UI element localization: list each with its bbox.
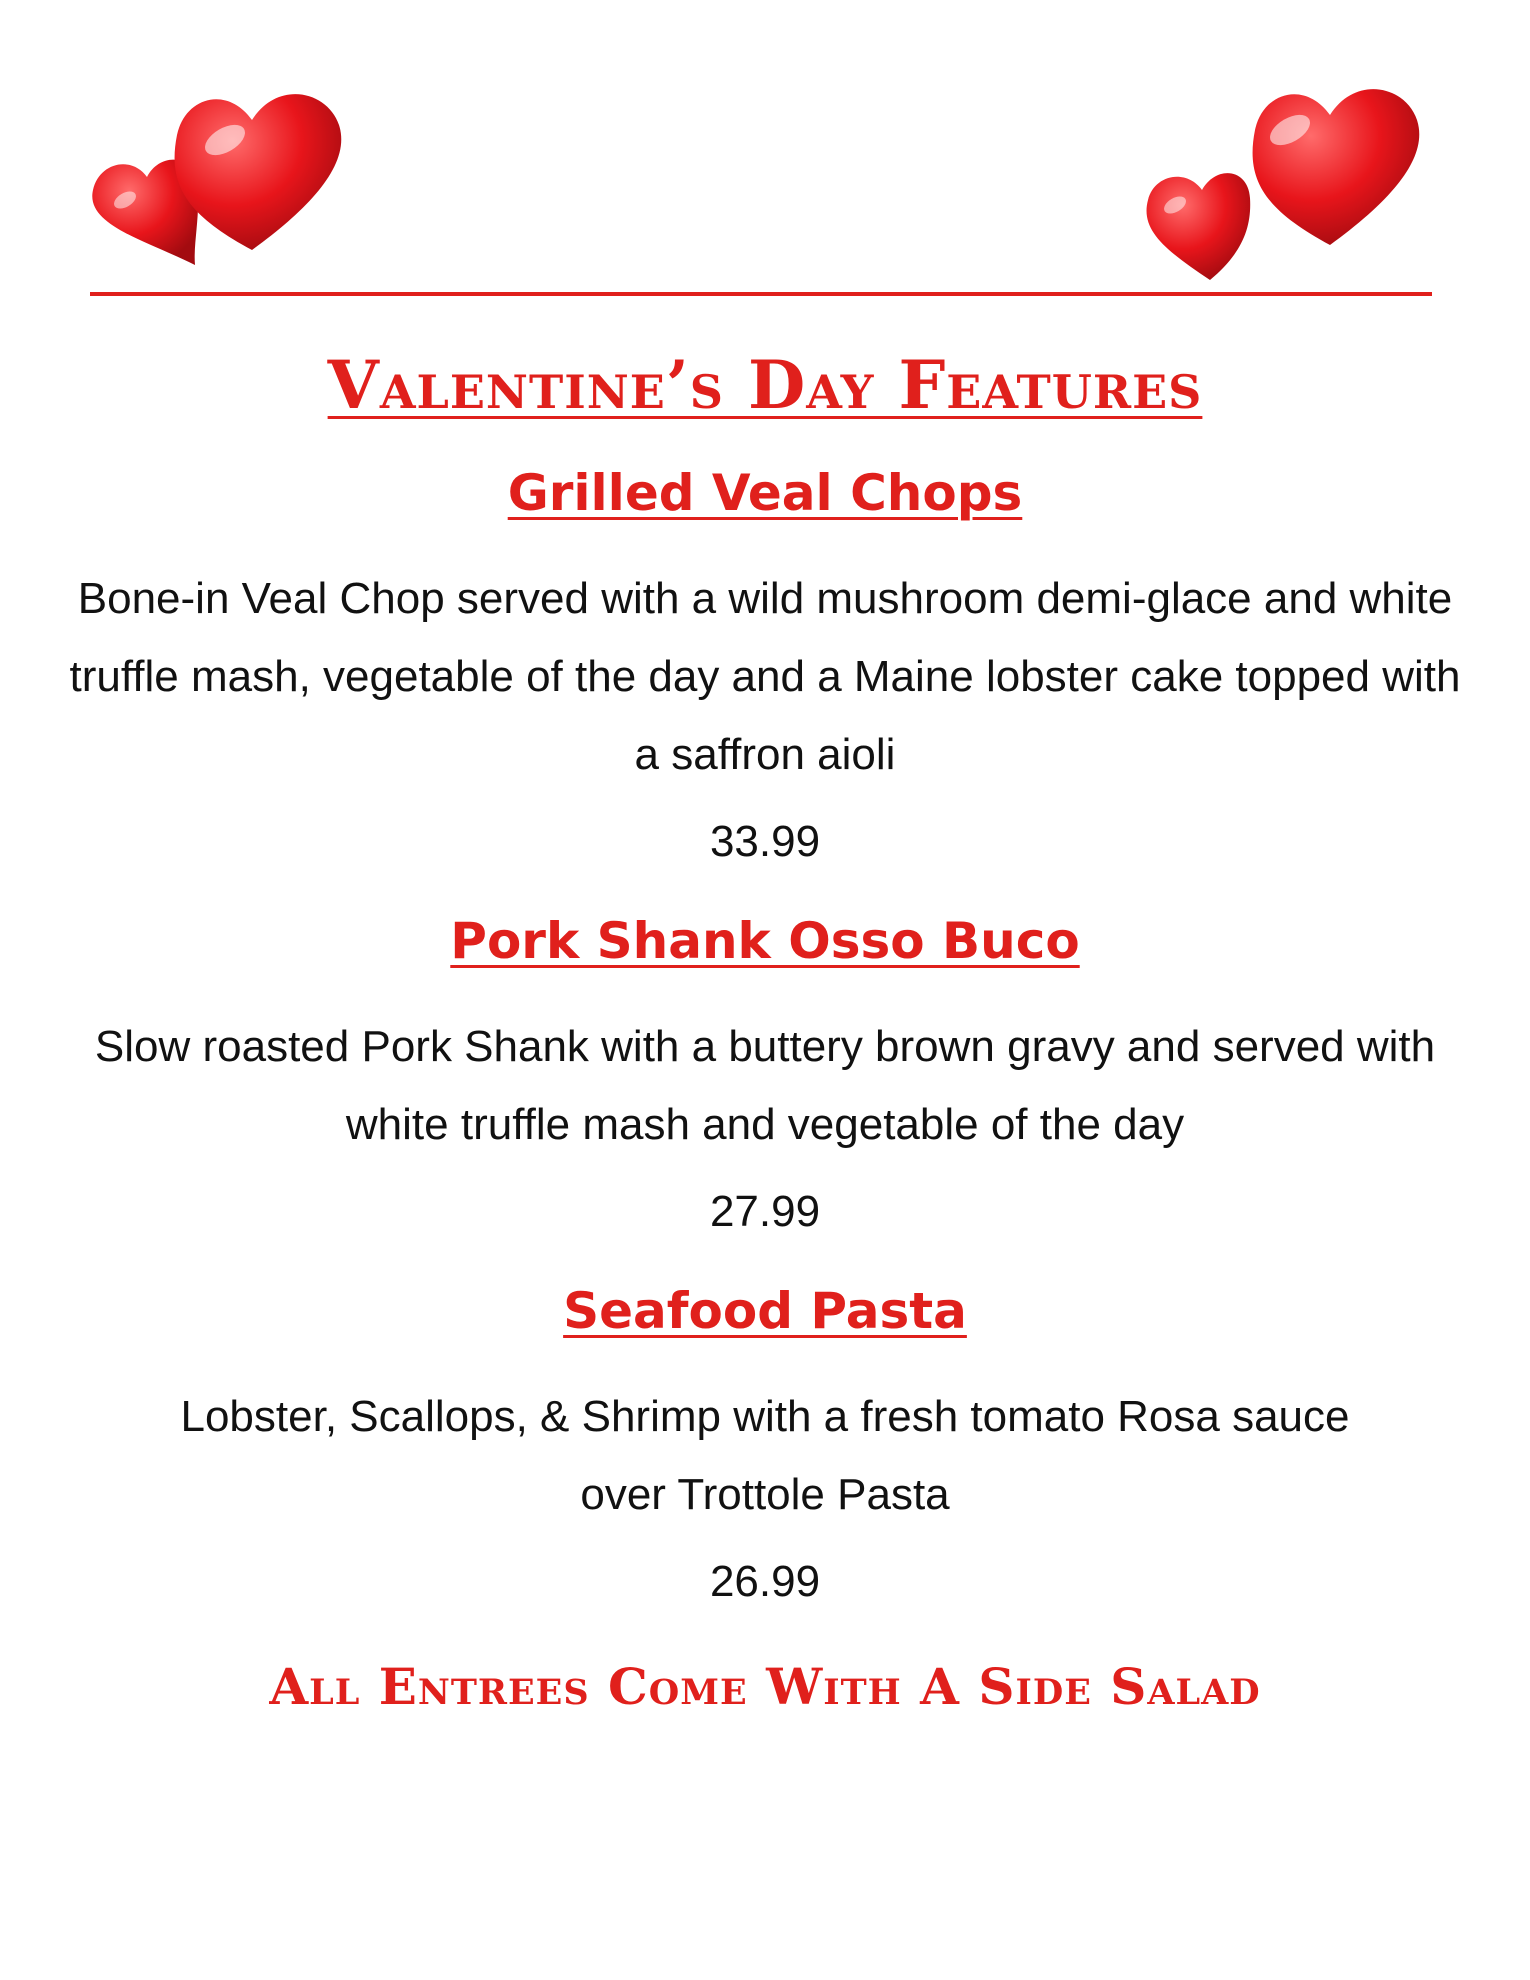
dish-title: Pork Shank Osso Buco <box>450 912 1080 970</box>
dish-title: Grilled Veal Chops <box>507 464 1023 522</box>
dish-description: Slow roasted Pork Shank with a buttery brown gravy and served with white truffle mash and vegetable of the day <box>94 1022 1436 1149</box>
menu-content <box>0 340 1530 1722</box>
hearts-right-icon <box>1140 80 1440 290</box>
hearts-left-icon <box>85 80 385 290</box>
dish-title: Seafood Pasta <box>563 1282 967 1340</box>
dish-description: Lobster, Scallops, & Shrimp with a fresh tomato Rosa sauce over Trottole Pasta <box>180 1392 1350 1519</box>
footer-note: All Entrees Come With A Side Salad <box>269 1657 1261 1716</box>
dish-price: 33.99 <box>709 817 821 866</box>
header-divider <box>90 292 1432 296</box>
page-title: Valentine’s Day Features <box>327 346 1203 424</box>
dish-description: Bone-in Veal Chop served with a wild mushroom demi-glace and white truffle mash, vegetable of the day and a Maine lobster cake topped with a saffron aioli <box>69 574 1461 779</box>
dish-price: 26.99 <box>709 1557 821 1606</box>
dish-price: 27.99 <box>709 1187 821 1236</box>
